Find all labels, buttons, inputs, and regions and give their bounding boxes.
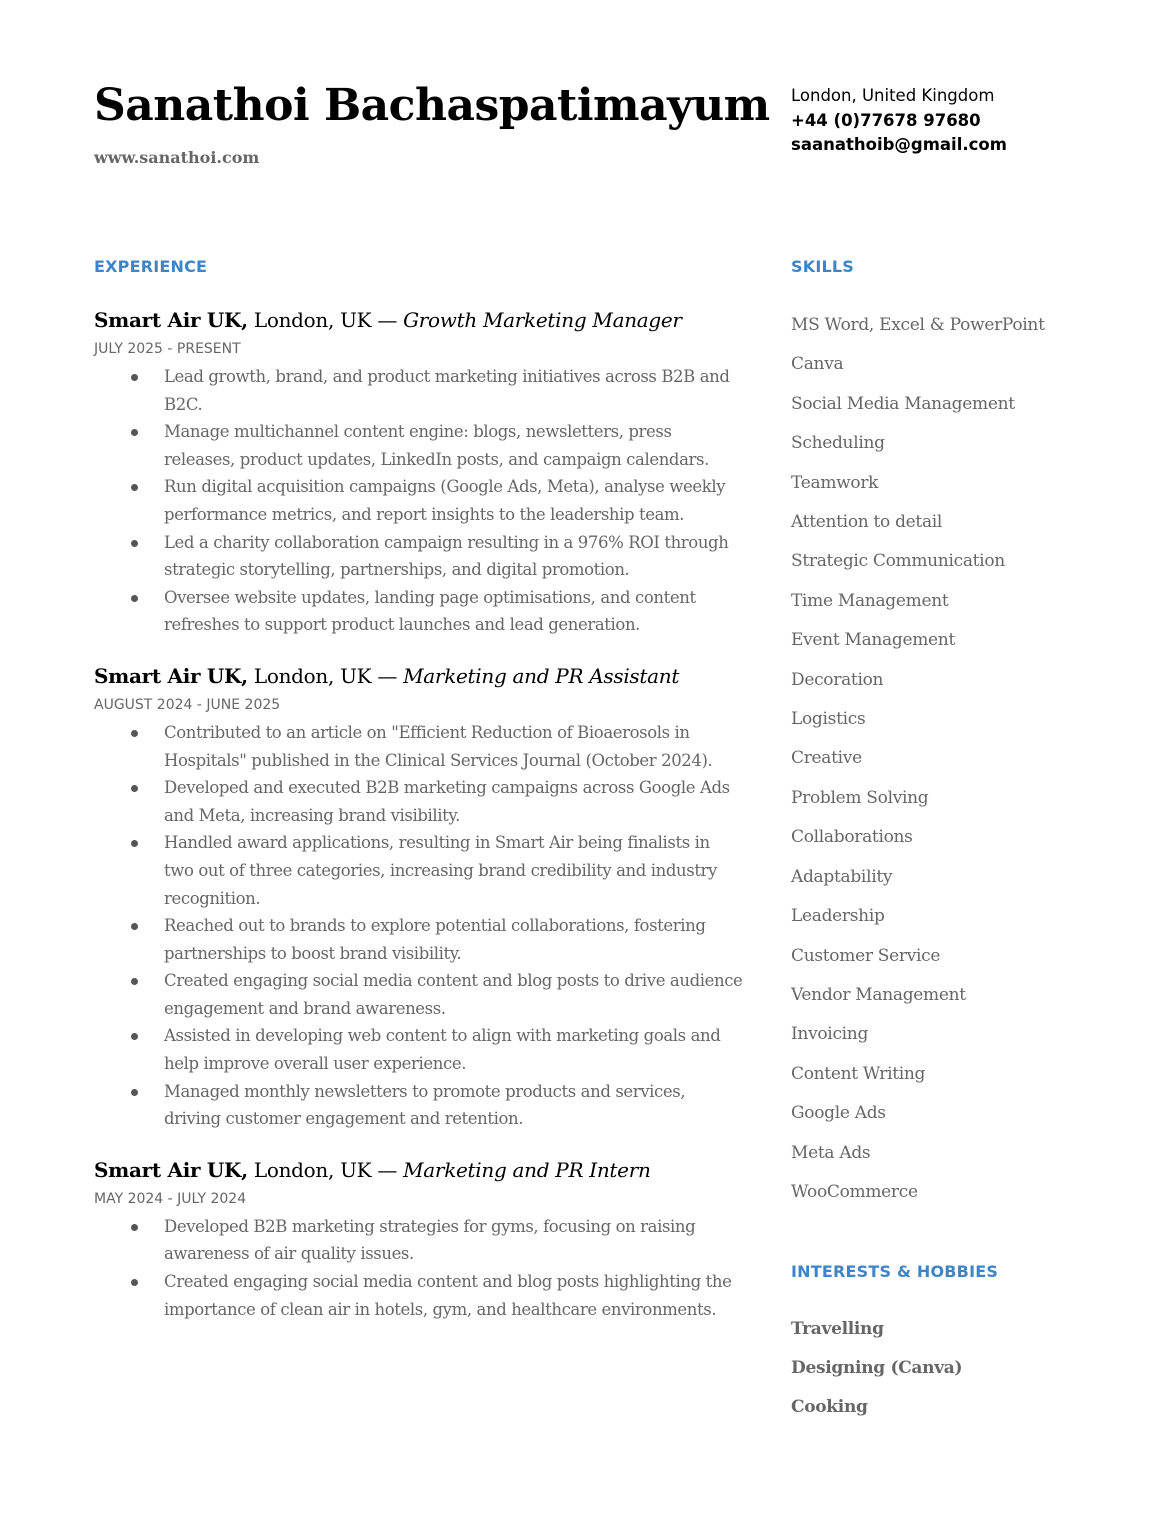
skill-item: Meta Ads	[791, 1142, 871, 1163]
experience-heading: EXPERIENCE	[94, 257, 208, 276]
phone-number: +44 (0)77678 97680	[791, 110, 981, 130]
job-bullets	[94, 363, 744, 639]
skill-item: Adaptability	[791, 866, 893, 887]
skill-item: Scheduling	[791, 433, 885, 454]
interests-list	[791, 1310, 962, 1428]
job-dates: JULY 2025 - PRESENT	[94, 341, 241, 357]
skills-list	[791, 306, 1045, 1212]
skill-item: Google Ads	[791, 1103, 886, 1124]
interest-item: Designing (Canva)	[791, 1358, 963, 1379]
job-entry	[94, 1155, 744, 1323]
skill-item: WooCommerce	[791, 1181, 918, 1202]
skill-item: Creative	[791, 748, 862, 769]
bullet-item: Manage multichannel content engine: blogs, newsletters, press releases, product updates, LinkedIn posts, and campaign calendars.	[164, 418, 744, 473]
job-title	[94, 1155, 744, 1185]
interest-item: Travelling	[791, 1319, 884, 1339]
skill-item: Canva	[791, 354, 844, 375]
bullet-item: Developed B2B marketing strategies for gyms, focusing on raising awareness of air quality issues.	[164, 1213, 744, 1268]
bullet-item: Managed monthly newsletters to promote products and services, driving customer engagement and retention.	[164, 1078, 744, 1133]
candidate-name: Sanathoi Bachaspatimayum	[94, 80, 770, 131]
job-location: London, UK —	[247, 308, 404, 332]
skill-item: Decoration	[791, 669, 884, 690]
interest-item: Cooking	[791, 1397, 868, 1418]
bullet-item: Developed and executed B2B marketing campaigns across Google Ads and Meta, increasing brand visibility.	[164, 774, 744, 829]
bullet-item: Run digital acquisition campaigns (Google Ads, Meta), analyse weekly performance metrics, and report insights to the leadership team.	[164, 473, 744, 528]
bullet-item: Oversee website updates, landing page optimisations, and content refreshes to support product launches and lead generation.	[164, 584, 744, 639]
skill-item: Content Writing	[791, 1063, 926, 1084]
bullet-item: Created engaging social media content and blog posts highlighting the importance of clean air in hotels, gym, and healthcare environments.	[164, 1268, 744, 1323]
job-bullets	[94, 719, 744, 1133]
job-company: Smart Air UK,	[94, 1157, 248, 1182]
bullet-item: Created engaging social media content and blog posts to drive audience engagement and brand awareness.	[164, 967, 744, 1022]
location: London, United Kingdom	[791, 86, 995, 105]
job-entry	[94, 661, 744, 1133]
job-company: Smart Air UK,	[94, 308, 248, 332]
job-role: Marketing and PR Assistant	[403, 663, 680, 688]
job-location: London, UK —	[247, 663, 404, 688]
experience-section	[94, 305, 744, 1345]
job-bullets	[94, 1213, 744, 1323]
skills-heading: SKILLS	[791, 257, 854, 276]
skill-item: Event Management	[791, 630, 955, 651]
skill-item: Strategic Communication	[791, 551, 1005, 572]
skill-item: Vendor Management	[791, 984, 966, 1005]
contact-block	[791, 84, 1007, 158]
skill-item: Attention to detail	[791, 512, 943, 533]
bullet-item: Handled award applications, resulting in Smart Air being finalists in two out of three categories, increasing brand credibility and industry recognition.	[164, 829, 744, 912]
skill-item: MS Word, Excel & PowerPoint	[791, 315, 1045, 335]
bullet-item: Assisted in developing web content to align with marketing goals and help improve overall user experience.	[164, 1022, 744, 1077]
skill-item: Customer Service	[791, 945, 941, 966]
job-title	[94, 305, 744, 335]
skill-item: Time Management	[791, 590, 949, 611]
bullet-item: Lead growth, brand, and product marketing initiatives across B2B and B2C.	[164, 363, 744, 418]
bullet-item: Led a charity collaboration campaign resulting in a 976% ROI through strategic storytelling, partnerships, and digital promotion.	[164, 529, 744, 584]
skill-item: Social Media Management	[791, 393, 1015, 414]
job-dates: AUGUST 2024 - JUNE 2025	[94, 696, 281, 713]
skill-item: Logistics	[791, 709, 866, 730]
skill-item: Leadership	[791, 906, 885, 927]
skill-item: Invoicing	[791, 1024, 869, 1045]
email-address[interactable]: saanathoib@gmail.com	[791, 135, 1007, 154]
job-dates: MAY 2024 - JULY 2024	[94, 1190, 247, 1207]
skill-item: Teamwork	[791, 472, 879, 493]
interests-heading: INTERESTS & HOBBIES	[791, 1262, 999, 1281]
job-role: Growth Marketing Manager	[403, 308, 682, 332]
job-title	[94, 661, 744, 691]
job-role: Marketing and PR Intern	[403, 1157, 651, 1182]
job-entry	[94, 305, 744, 639]
job-company: Smart Air UK,	[94, 663, 248, 688]
website-link[interactable]: www.sanathoi.com	[94, 148, 260, 167]
bullet-item: Contributed to an article on "Efficient Reduction of Bioaerosols in Hospitals" published in the Clinical Services Journal (October 2024).	[164, 719, 744, 774]
skill-item: Problem Solving	[791, 787, 929, 808]
skill-item: Collaborations	[791, 827, 913, 848]
job-location: London, UK —	[247, 1157, 404, 1182]
bullet-item: Reached out to brands to explore potential collaborations, fostering partnerships to boost brand visibility.	[164, 912, 744, 967]
